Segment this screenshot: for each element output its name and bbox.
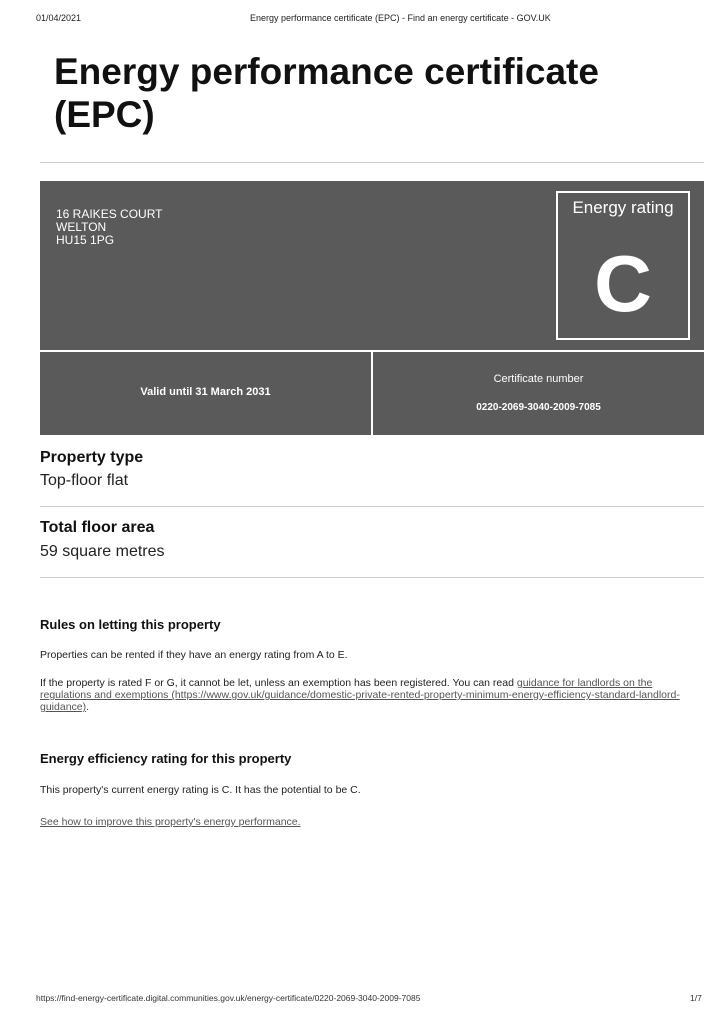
landlord-guidance-link[interactable]: guidance for landlords on the regulations and exemptions (https://www.gov.uk/guidance/domestic-private-rented-property-minimum-energy-efficiency-standard-landlord-guidance) bbox=[40, 677, 680, 713]
property-type-value: Top-floor flat bbox=[40, 472, 129, 489]
letting-rules-exemptions-text bbox=[40, 677, 704, 713]
floor-area-heading: Total floor area bbox=[40, 519, 155, 536]
address-line: HU15 1PG bbox=[56, 233, 115, 247]
divider bbox=[40, 577, 704, 578]
print-page-title: Energy performance certificate (EPC) - Find an energy certificate - GOV.UK bbox=[250, 13, 551, 23]
energy-rating-letter: C bbox=[594, 239, 652, 328]
certificate-number: 0220-2069-3040-2009-7085 bbox=[476, 402, 601, 413]
floor-area-value: 59 square metres bbox=[40, 543, 165, 560]
exemptions-text: If the property is rated F or G, it cannot be let, unless an exemption has been registered. You can read bbox=[40, 677, 517, 689]
address-line: 16 RAIKES COURT bbox=[56, 207, 163, 221]
page-title bbox=[54, 50, 694, 136]
energy-rating-label: Energy rating bbox=[572, 198, 674, 217]
print-date: 01/04/2021 bbox=[36, 13, 82, 23]
property-address bbox=[56, 208, 162, 247]
letting-rules-text: Properties can be rented if they have an energy rating from A to E. bbox=[40, 649, 348, 661]
energy-rating-box bbox=[556, 191, 690, 340]
divider bbox=[40, 162, 704, 163]
efficiency-heading: Energy efficiency rating for this property bbox=[40, 751, 292, 766]
page-title-line2: (EPC) bbox=[54, 94, 155, 135]
page-title-line1: Energy performance certificate bbox=[54, 51, 599, 92]
certificate-number-label: Certificate number bbox=[493, 373, 584, 385]
exemptions-text-end: . bbox=[86, 701, 90, 713]
page-number: 1/7 bbox=[690, 993, 702, 1003]
footer-url: https://find-energy-certificate.digital.communities.gov.uk/energy-certificate/0220-2069-3040-2009-7085 bbox=[36, 993, 421, 1003]
panel-divider-vertical bbox=[371, 351, 373, 435]
divider bbox=[40, 506, 704, 507]
efficiency-text: This property's current energy rating is C. It has the potential to be C. bbox=[40, 784, 361, 796]
letting-rules-heading: Rules on letting this property bbox=[40, 617, 221, 632]
efficiency-link-row bbox=[40, 816, 704, 828]
address-line: WELTON bbox=[56, 220, 107, 234]
property-type-heading: Property type bbox=[40, 449, 144, 466]
improve-performance-link[interactable]: See how to improve this property's energy performance. bbox=[40, 816, 301, 828]
valid-until: Valid until 31 March 2031 bbox=[140, 386, 271, 398]
